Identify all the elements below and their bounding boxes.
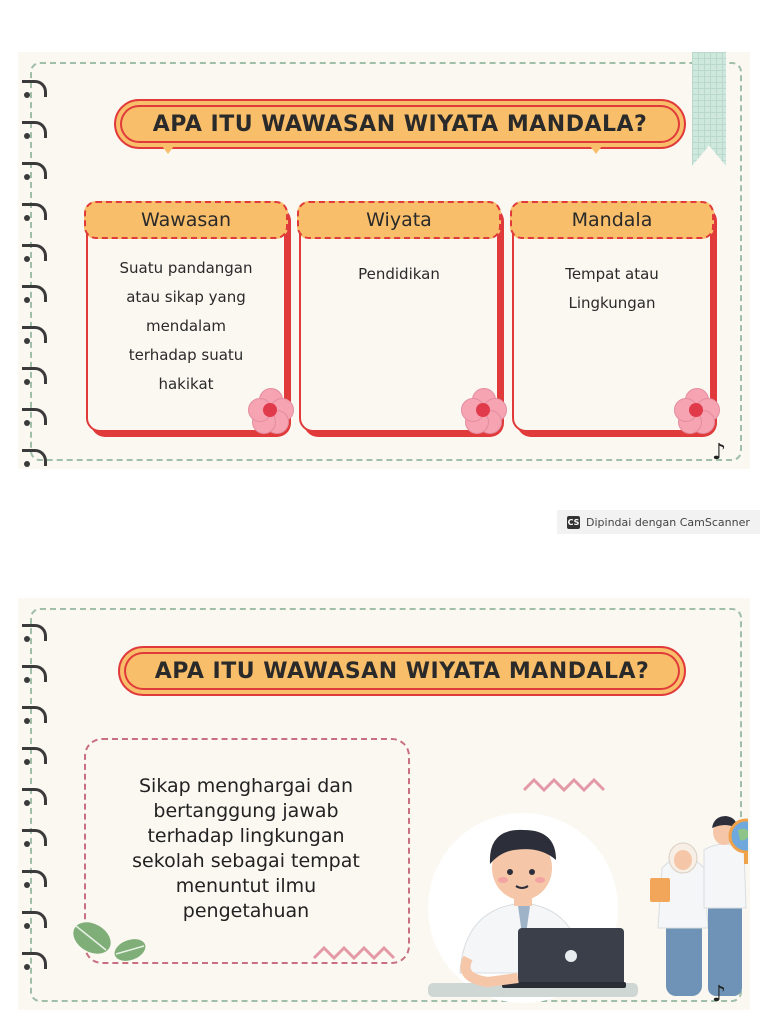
definition-text: Sikap menghargai dan bertanggung jawab terhadap lingkungan sekolah sebagai tempat menuntut ilmu pengetahuan xyxy=(132,775,360,922)
zigzag-icon xyxy=(522,776,608,794)
card-heading: Mandala xyxy=(510,201,714,239)
card-text: Tempat atau Lingkungan xyxy=(565,265,659,312)
slide-2 xyxy=(18,598,750,1010)
title-tick xyxy=(162,146,174,154)
zigzag-icon xyxy=(312,944,398,962)
card-text: Suatu pandangan atau sikap yang mendalam terhadap suatu hakikat xyxy=(119,259,253,393)
card-heading: Wiyata xyxy=(297,201,501,239)
flower-icon xyxy=(674,388,718,432)
camscanner-badge xyxy=(557,510,760,534)
camscanner-text: Dipindai dengan CamScanner xyxy=(586,515,750,529)
card-heading: Wawasan xyxy=(84,201,288,239)
slide-1 xyxy=(18,52,750,469)
camscanner-logo-icon: CS xyxy=(567,517,580,527)
card-text: Pendidikan xyxy=(358,265,440,283)
slide-title: APA ITU WAWASAN WIYATA MANDALA? xyxy=(118,646,686,696)
tiktok-icon: ♪ xyxy=(712,440,727,465)
students-illustration xyxy=(428,798,748,1003)
spiral-binding xyxy=(14,80,48,490)
slide-title: APA ITU WAWASAN WIYATA MANDALA? xyxy=(114,99,686,149)
flower-icon xyxy=(248,388,292,432)
tiktok-icon: ♪ xyxy=(712,982,727,1007)
flower-icon xyxy=(461,388,505,432)
title-tick xyxy=(590,146,602,154)
spiral-binding xyxy=(14,624,48,993)
leaf-icon xyxy=(70,916,152,966)
